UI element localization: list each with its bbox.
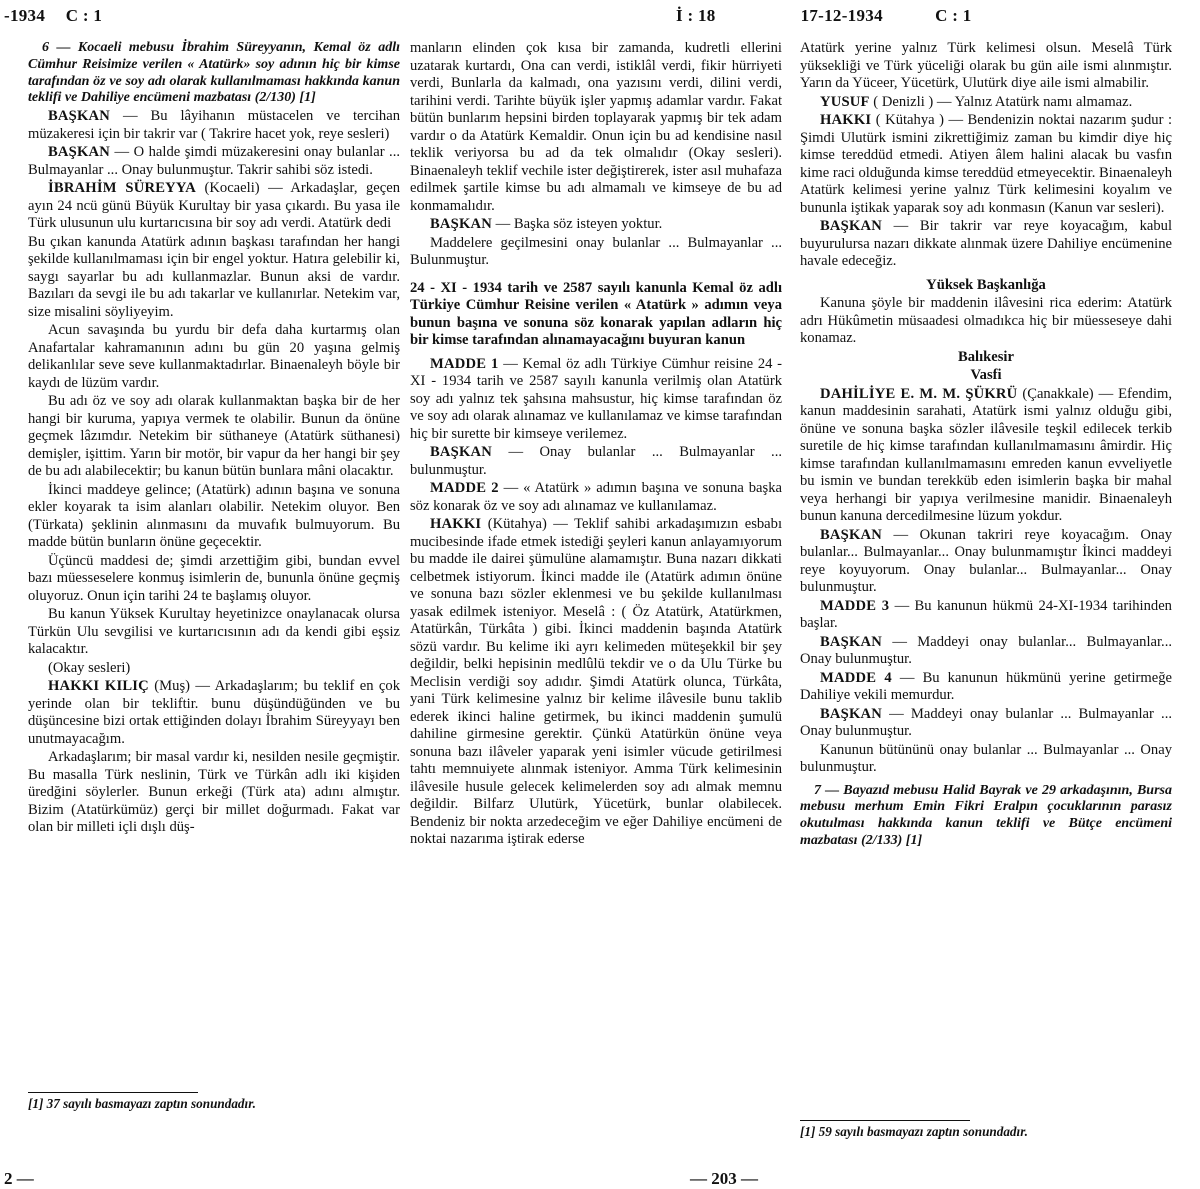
speaker-name: İBRAHİM SÜREYYA <box>48 180 197 197</box>
article-text: — Kemal öz adlı Türkiye Cümhur reisine 24 - XI - 1934 tarih ve 2587 sayılı kanunla verilmiş olan Atatürk soy adı yalnız tek şahsına mahsustur, hiç kimse tarafından öz ve soy adı olarak alınamaz ve kullanılamaz ve kimse tarafından hiç bir surette bir kimseye verilemez. <box>410 355 782 442</box>
column-2 <box>410 40 782 850</box>
speaker-name: BAŞKAN <box>820 526 883 543</box>
footer-page-number: — 203 — <box>690 1169 758 1188</box>
speaker-name: BAŞKAN <box>820 633 883 650</box>
header-volume: İ : 18 <box>676 6 716 25</box>
paragraph-text: (Okay sesleri) <box>48 659 131 676</box>
paragraph-text: Kanunun bütününü onay bulanlar ... Bulmayanlar ... Onay bulunmuştur. <box>800 741 1172 775</box>
paragraph <box>28 749 400 837</box>
speaker-name: BAŞKAN <box>820 218 883 234</box>
paragraph <box>800 670 1172 705</box>
paragraph-text: Arkadaşlarım; bir masal vardır ki, nesilden nesile geçmiştir. Bu masalla Türk neslinin, Türk ve Türkân adlı iki kişiden üredğini söylerler. Bunun erkeği (Türk ata) adını almıştır. Bizim (Atatürkümüz) gerçi bir millet doğurmadı. Fakat var olan bir milleti içli dışlı düş- <box>28 749 400 836</box>
paragraph <box>28 660 400 678</box>
paragraph-text: ( Kütahya ) — Bendenizin noktai nazarım şudur : Şimdi Ulutürk ismini zikrettiğimiz zaman bu kimdir diye hiç kimse tereddüd etmedi. Atiyen âlem halini alacak bu vasfın kime raci olduğunda kimse tereddüd etmeyecektir. Binaenaleyh Atatürk kelimesi yerine yalnız Türk kelimesini koyalım ve bununla iştikak yaparak soy adı konmasın (Kanun var sesleri). <box>800 112 1172 216</box>
paragraph-text: Bu kanun Yüksek Kurultay heyetinizce onaylanacak olursa Türkün Ulu sevgilisi ve kurtarıcısının adı da kendi gibi eşsiz kalacaktır. <box>28 606 400 658</box>
paragraph-text: Bu çıkan kanunda Atatürk adının başkası tarafından her hangi şekilde kullanılmaması için bir engel yoktur. Hatıra gelebilir ki, saygı sayarlar bu adı kullanmazlar. Bunun aksi de vardır. Bazıları da sevgi ile bu adı takarlar ve kullanırlar. Netekim var, size misalini söyliyeyim. <box>28 233 400 320</box>
speaker-name: DAHİLİYE E. M. M. ŞÜKRÜ <box>820 385 1018 402</box>
article-text: — Bu kanunun hükmü 24-XI-1934 tarihinden başlar. <box>800 597 1172 631</box>
paragraph <box>28 180 400 233</box>
footnote-text: [1] 37 sayılı basmayazı zaptın sonundadır. <box>28 1096 256 1111</box>
paragraph <box>800 634 1172 669</box>
paragraph <box>800 706 1172 741</box>
paragraph-text: — Maddeyi onay bulanlar... Bulmayanlar... Onay bulunmuştur. <box>800 633 1172 667</box>
footnote-rule <box>28 1092 198 1093</box>
header-session-left: C : 1 <box>65 6 103 25</box>
paragraph-text: — Başka söz isteyen yoktur. <box>492 216 663 232</box>
paragraph-text: Atatürk yerine yalnız Türk kelimesi olsun. Meselâ Türk yüksekliği ve Türk yüceliği olarak bu gün aile ismi alınmıştır. Yarın da Yüceer, Yücetürk, Ulutürk diye aile ismi almabilir. <box>800 40 1172 91</box>
paragraph <box>28 234 400 322</box>
paragraph <box>410 444 782 479</box>
page-header <box>0 6 1200 30</box>
paragraph-text: Maddelere geçilmesini onay bulanlar ... Bulmayanlar ... Bulunmuştur. <box>410 234 782 268</box>
paragraph <box>28 482 400 552</box>
paragraph <box>410 480 782 515</box>
paragraph-text: İkinci maddeye gelince; (Atatürk) adının başına ve sonuna ekler koyarak ta isim alanları olabilir. Netekim oluyor. Ben (Türkata) şeklinin alınmasını da muvafık bulmuyorum. Bu madde bütün bunların önüne geçecektir. <box>28 481 400 551</box>
paragraph-text: ( Denizli ) — Yalnız Atatürk namı almamaz. <box>869 93 1133 110</box>
article-label: MADDE 1 <box>430 355 499 372</box>
petition-signer: Vasfi <box>970 367 1002 383</box>
paragraph <box>410 356 782 444</box>
speaker-name: BAŞKAN <box>48 108 111 125</box>
paragraph <box>410 235 782 270</box>
paragraph-text: — O halde şimdi müzakeresini onay bulanlar ... Bulmayanlar ... Onay bulunmuştur. Takrir sahibi söz istedi. <box>28 144 400 178</box>
column-1 <box>28 40 400 838</box>
speaker-name: BAŞKAN <box>430 216 493 232</box>
paragraph-text: Üçüncü maddesi de; şimdi arzettiğim gibi, bundan evvel bazı müesseselere konmuş isimlerin de, bununla önüne geçmiş oluyoruz. Onun için tarihi 24 te başlamış oluyor. <box>28 552 400 604</box>
paragraph <box>800 40 1172 93</box>
paragraph <box>800 598 1172 633</box>
speaker-name: BAŞKAN <box>820 705 883 722</box>
paragraph-text: Bu adı öz ve soy adı olarak kullanmaktan başka bir de her hangi bir kuruma, yapıya vermek te olabilir. Bunun da önüne geçmek lâzımdır. Netekim bir süthaneye (Atatürk süthanesi) demişler, işittim. Yarın bir motör, bir vapur da her hangi bir şey de bu adı alabilecektir; bu kanun bütün bunlara mâni olacaktır. <box>28 393 400 480</box>
paragraph-text: — Bu lâyihanın müstacelen ve tercihan müzakeresi için bir takrir var ( Takrire hacet yok, reye sesleri) <box>28 108 400 142</box>
article-text: — « Atatürk » adımın başına ve sonuna başka söz konarak öz ve soy adı alınamaz ve kullanılamaz. <box>410 480 782 514</box>
paragraph <box>28 393 400 481</box>
paragraph <box>800 386 1172 526</box>
paragraph <box>28 144 400 179</box>
article-label: MADDE 2 <box>430 480 499 496</box>
column-3 <box>800 40 1172 851</box>
footer-left: 2 — <box>4 1169 34 1188</box>
paragraph <box>800 218 1172 271</box>
paragraph-text: manların elinden çok kısa bir zamanda, kudretli ellerini uzatarak kurtardı, Ona can verdi, istiklâl verdi, fikir hürriyeti verdi, Bunlarla da kalmadı, ona yazısını verdi, dilini verdi, tarihini verdi. Tarihte büyük işler yapmış adamlar vardır. Fakat bütün bunlarım hepsini birden toplayarak yapmış bir tek adam vardır o da Atatürk Kemaldir. Onun için bu ad kendisine nasıl teklik veriyorsa bu ad da tek olmalıdır (Okay sesleri). Binaenaleyh teklif vechile ister değiştirerek, ister asıl muhafaza edilmek şartile kimse bu adı almamalı ve kimseye de bu ad konmamalıdır. <box>410 40 782 214</box>
paragraph-text: — Okunan takriri reye koyacağım. Onay bulanlar... Bulmayanlar... Onay bulunmamıştır İkinci maddeyi reye koyuyorum. Onay bulanlar... Bulmayanlar... Onay bulunmuştur. <box>800 526 1172 595</box>
petition-city: Balıkesir <box>958 348 1014 365</box>
paragraph-text: — Maddeyi onay bulanlar ... Bulmayanlar ... Onay bulunmuştur. <box>800 705 1172 739</box>
agenda-item-6: 6 — Kocaeli mebusu İbrahim Süreyyanın, Kemal öz adlı Cümhur Reisimize verilen « Atatürk» soy adının hiç bir kimse tarafından öz ve soy adı olarak kullanılmaması hakkında kanun teklifi ve Dahiliye encümeni mazbatası (2/130) [1] <box>28 40 400 106</box>
petition-header: Yüksek Başkanlığa <box>926 276 1046 293</box>
speaker-name: BAŞKAN <box>48 144 111 161</box>
paragraph <box>800 112 1172 217</box>
header-date: 17-12-1934 <box>800 6 883 25</box>
agenda-item-7: 7 — Bayazıd mebusu Halid Bayrak ve 29 arkadaşının, Bursa mebusu merhum Emin Fikri Eralpın çocuklarının parasız okutulması hakkında kanun teklifi ve Bütçe encümeni mazbatası (2/133) [1] <box>800 782 1172 848</box>
article-label: MADDE 4 <box>820 669 892 686</box>
paragraph <box>28 553 400 606</box>
speaker-name: HAKKI <box>430 516 482 532</box>
law-intro: 24 - XI - 1934 tarih ve 2587 sayılı kanunla Kemal öz adlı Türkiye Cümhur Reisine verilen « Atatürk » adımın veya bunun başına ve sonuna söz konarak yapılan adların hiç bir kimse tarafından alınamayacağını buyuran kanun <box>410 279 782 348</box>
paragraph <box>800 742 1172 777</box>
footnote-text: [1] 59 sayılı basmayazı zaptın sonundadır. <box>800 1124 1028 1139</box>
header-right <box>676 6 1196 26</box>
article-text: — Bu kanunun hükmünü yerine getirmeğe Dahiliye vekili memurdur. <box>800 669 1172 703</box>
footnote-column-1 <box>28 1092 400 1113</box>
paragraph-text: (Kütahya) — Teklif sahibi arkadaşımızın esbabı mucibesinde ifade etmek istediği şeyleri kanun anlayamıyorum bu madde ile dairei şümulüne alamamıştır. Buna nazarı dikkati celbetmek istiyorum. İkinci madde ile (Atatürk adımın önüne ve sonuna bazı sözler eklenmesi ve bu şekilde kullanılması yasak edilmek isteniyor. Meselâ : ( Öz Atatürk, Atatürkmen, Atatürkân, Türkâta ) gibi. İkinci maddenin başında Atatürk sözü vardır. Bu kelime iki ayrı kelimeden müteşekkil bir şey değildir, belki hepisinin medlûlü tekdir ve o da Ulu Türke bu Meclisin verdiği soy adıdır. Şimdi Atatürk olunca, Türkâta, yani Türk kelimesine yalnız bir kelime ilâvesile bunu taklib ederek ikinci haline getirmek, bu ikinci maddenin şumulü dahiline girmesine gerektir. Çünkü Atatürkün önüne veya sonuna bazı ilâveler yaparak yeni isimler vücude getirilmesi tahtı memnuiyete alınmak isteniyor. Amma Türk kelimesinin ilâvesile husule gelecek kelimelerden soy adı almak memnu değildir. Bilfarz Ulutürk, Yücetürk, bunlar olabilecek. Bendeniz bir nokta arzedeceğim ve eğer Dahiliye encümeni de noktai nazarıma iştirak ederse <box>410 516 782 847</box>
paragraph <box>28 606 400 659</box>
speaker-name: BAŞKAN <box>430 444 493 460</box>
paragraph-text: — Bir takrir var reye koyacağım, kabul buyurulursa nazarı dikkate alınmak üzere Dahiliye encümenine havale edeceğiz. <box>800 218 1172 269</box>
paragraph <box>800 94 1172 112</box>
paragraph-text: (Çanakkale) — Efendim, kanun maddesinin sarahati, Atatürk ismi yalnız olduğu gibi, önüne ve sonuna başka sözler ilâvesile teşkil edilecek terkib suretile de hiç kimse tarafından kullanılmamasını âmirdir. Hiç kimse tarafından kullanılmamasını emreden kanun evveliyetle bu ismin ve bundan terekküb eden isimlerin başka bir mahal veya herhangi bir yapıya verilmesine manidir. Binaenaleyh bunun kanuna dercedilmesine lüzum yokdur. <box>800 385 1172 524</box>
paragraph <box>410 516 782 849</box>
header-page-number: -1934 <box>4 6 46 25</box>
petition-text: Kanuna şöyle bir maddenin ilâvesini rica ederim: Atatürk adrı Hükûmetin müsaadesi olmadıkca hiç bir müesseseye dahi konamaz. <box>800 295 1172 346</box>
speaker-name: HAKKI KILIÇ <box>48 678 149 695</box>
header-session-right: C : 1 <box>935 6 972 25</box>
paragraph <box>410 216 782 234</box>
paragraph <box>28 108 400 143</box>
paragraph <box>28 678 400 748</box>
paragraph <box>410 40 782 215</box>
paragraph-text: (Kocaeli) — Arkadaşlar, geçen ayın 24 ncü günü Büyük Kurultay bir yasa çıkardı. Bu yasa ile Türk ulusunun ulu kurtarıcısına bir soy adı verdi. Atatürk dedi <box>28 180 401 232</box>
paragraph-text: — Onay bulanlar ... Bulmayanlar ... bulunmuştur. <box>410 444 782 478</box>
speaker-name: HAKKI <box>820 112 872 128</box>
article-label: MADDE 3 <box>820 597 890 614</box>
speaker-name: YUSUF <box>820 93 870 110</box>
footnote-rule <box>800 1120 970 1121</box>
footnote-column-3 <box>800 1120 1172 1141</box>
paragraph <box>28 322 400 392</box>
paragraph-text: (Muş) — Arkadaşlarım; bu teklif en çok yerinde olan bir tekliftir. bunu düşündüğünden ve bu düşüncesine bizi ortak ettiğinden dolayı İbrahim Süreyyayı ben unutmayacağım. <box>28 678 401 747</box>
header-left <box>4 6 102 26</box>
paragraph <box>800 527 1172 597</box>
paragraph-text: Acun savaşında bu yurdu bir defa daha kurtarmış olan Anafartalar kahramanının adını bu gün 20 yaşına gelmiş delikanlılar seve seve kullanmaktadırlar. Binaenaleyh böyle bir kaydı de lüzüm vardır. <box>28 322 400 391</box>
